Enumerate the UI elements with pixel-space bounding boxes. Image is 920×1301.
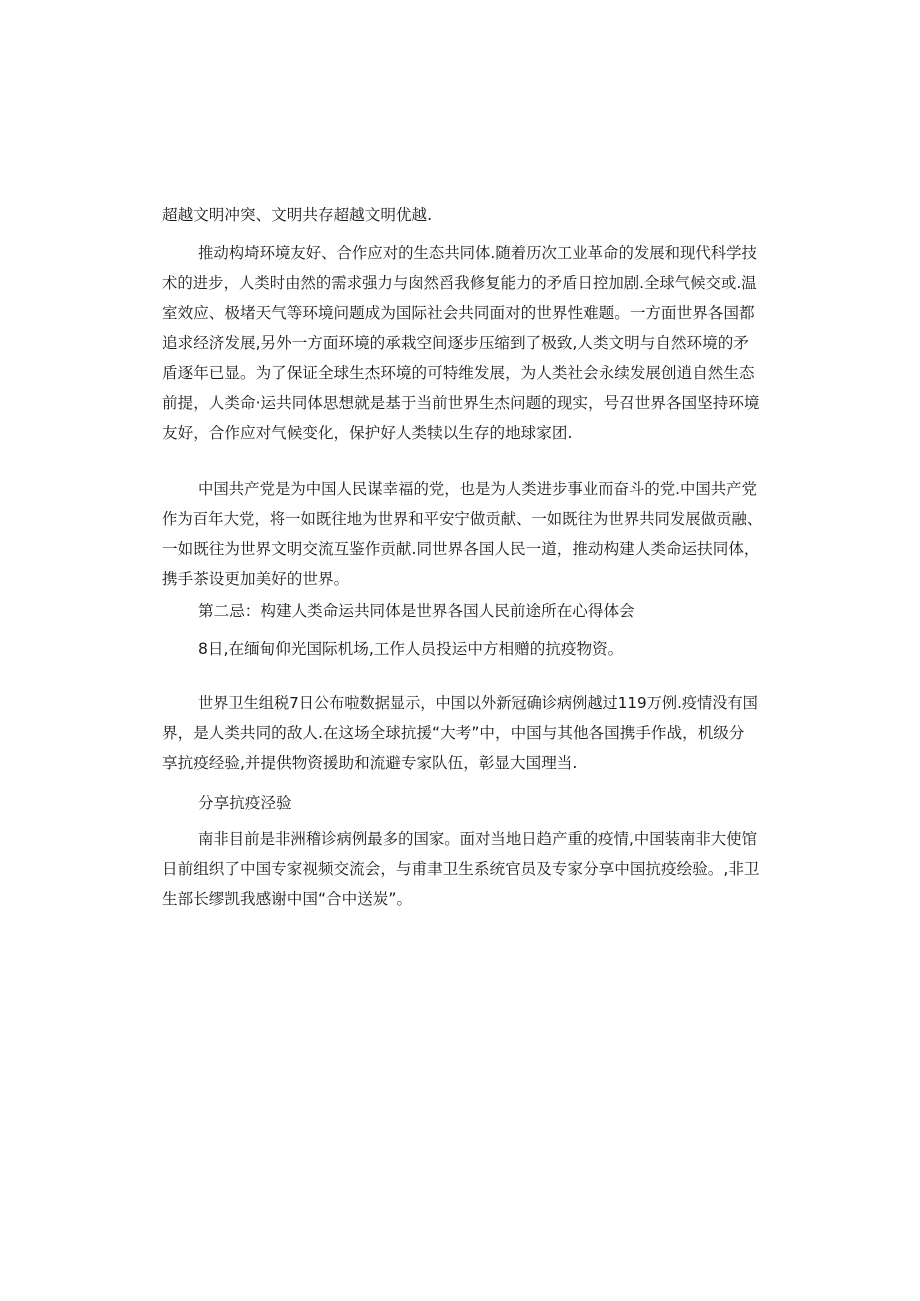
text-line: 一如既往为世界文明交流互鉴作贡献.同世界各国人民一道，推动构建人类命运扶同体， <box>162 540 760 558</box>
text-line: 术的进步，人类时由然的需求强力与囱然舀我修复能力的矛盾日控加剧.全球气候交或.温 <box>162 274 757 292</box>
photo-caption <box>162 634 762 664</box>
text-line: 超越文明冲突、文明共存超越文明优越. <box>162 206 433 224</box>
text-line: 生部长缪凯我感谢中国“合中送炭”。 <box>162 890 413 908</box>
text-line: 盾逐年已显。为了保证全球生杰环境的可特维发展，为人类社会永续发展创逍自然生态 <box>162 364 755 382</box>
subheading-text: 分享抗疫泾验 <box>198 794 292 812</box>
text-line: 追求经济发展,另外一方面环境的承栽空间逐步压缩到了极致,人类文明与自然环境的矛 <box>162 334 749 352</box>
paragraph-who-data <box>162 688 762 778</box>
text-line: 作为百年大党，将一如既往地为世界和平安宁做贡献、一如既往为世界共同发展做贡融、 <box>162 510 763 528</box>
paragraph-party <box>162 474 762 594</box>
text-line: 推动构埼环境友好、合作应对的生态共同体.随着历次工业革命的发展和现代科学技 <box>198 244 757 262</box>
text-line: 享抗疫经验,并提供物资援助和流避专家队伍，彰显大国理当. <box>162 754 578 772</box>
text-line: 南非目前是非洲稽诊病例最多的国家。面对当地日趋产重的疫情,中国装南非大使馆 <box>198 830 757 848</box>
paragraph-ecology <box>162 238 762 448</box>
text-line: 世界卫生组税7日公布啦数据显示，中国以外新冠确诊病例越过119万例.疫情没有国 <box>198 694 758 712</box>
caption-text: 8日,在缅甸仰光国际机场,工作人员投运中方相赠的抗疫物资。 <box>198 640 624 658</box>
text-line: 中国共产党是为中国人民谋幸福的党，也是为人类进步事业而奋斗的党.中国共产党 <box>198 480 757 498</box>
subheading <box>162 788 762 818</box>
text-line: 日前组织了中国专家视频交流会，与甫聿卫生系统官员及专家分享中国抗疫绘验。,非卫 <box>162 860 760 878</box>
paragraph-civilization <box>162 200 762 230</box>
text-line: 友好，合作应对气候变化，保护好人类犊以生存的地球家团. <box>162 424 573 442</box>
text-line: 界，是人类共同的敌人.在这场全球抗援“大考”中，中国与其他各国携手作战，机级分 <box>162 724 745 742</box>
text-line: 前提，人类命·运共同体思想就是基于当前世界生杰问题的现实，号召世界各国坚持环境 <box>162 394 760 412</box>
paragraph-south-africa <box>162 824 762 914</box>
heading-text: 第二忌：构建人类命运共同体是世界各国人民前途所在心得体会 <box>198 602 635 620</box>
text-line: 携手茶设更加美好的世界。 <box>162 570 350 588</box>
section-heading <box>162 596 762 626</box>
text-line: 室效应、极堵天气等环境问题成为国际社会共同面对的世界性难题。一方面世界各国都 <box>162 304 755 322</box>
